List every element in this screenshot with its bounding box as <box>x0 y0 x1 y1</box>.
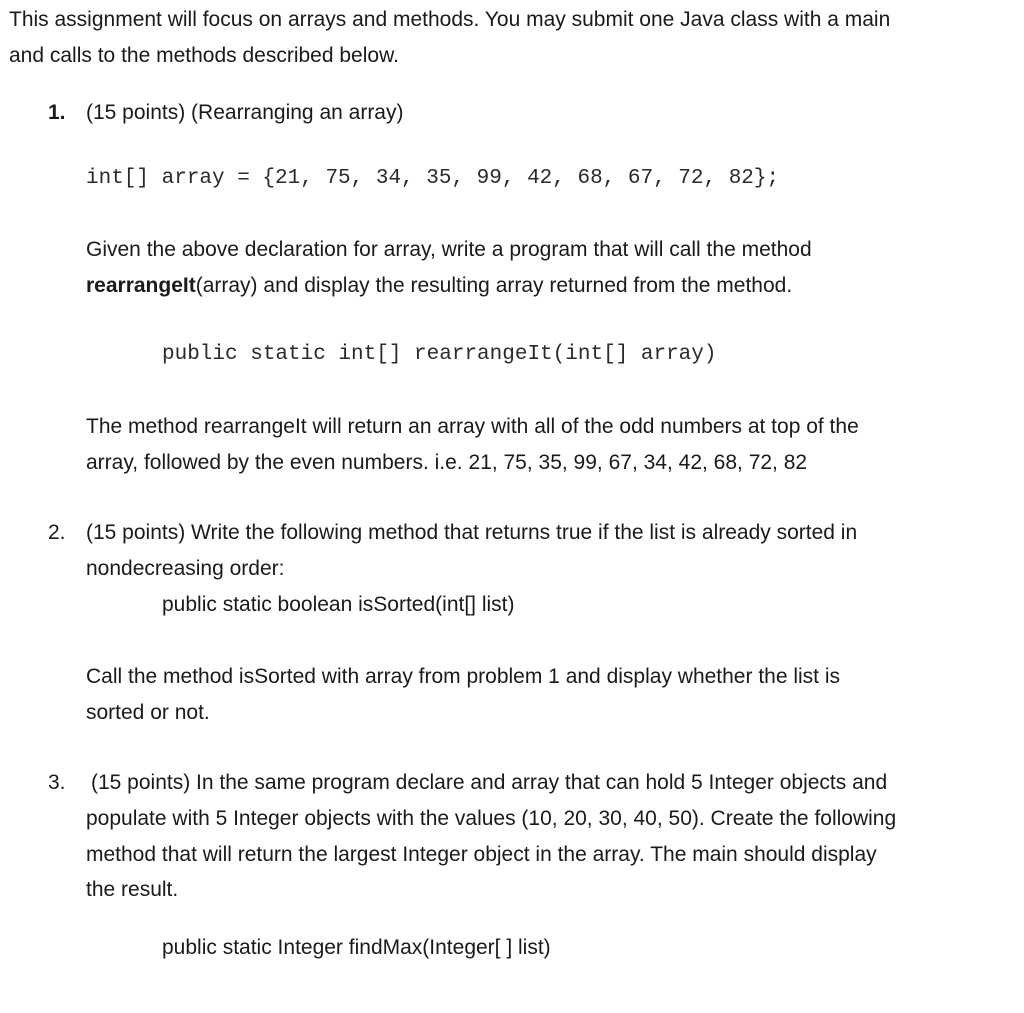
problem-2-number: 2. <box>48 521 66 544</box>
problem-3-line-2: populate with 5 Integer objects with the values (10, 20, 30, 40, 50). Create the following <box>86 807 897 830</box>
problem-1-text-line-1: Given the above declaration for array, write a program that will call the method <box>86 238 812 261</box>
problem-1-text-line-2-rest: (array) and display the resulting array returned from the method. <box>195 274 793 297</box>
problem-3-line-1: (15 points) In the same program declare and array that can hold 5 Integer objects and <box>91 771 888 794</box>
problem-2-call-line-2: sorted or not. <box>86 701 210 724</box>
problem-1-heading: (15 points) (Rearranging an array) <box>86 101 404 124</box>
intro-line-1: This assignment will focus on arrays and methods. You may submit one Java class with a main <box>9 8 891 31</box>
problem-3-line-4: the result. <box>86 878 179 901</box>
findmax-signature: public static Integer findMax(Integer[ ] list) <box>162 936 551 959</box>
rearrangeit-signature-code: public static int[] rearrangeIt(int[] array) <box>162 343 717 366</box>
problem-1-text-line-2 <box>86 275 792 296</box>
issorted-signature: public static boolean isSorted(int[] list) <box>162 593 515 616</box>
method-name-rearrangeit: rearrangeIt <box>86 274 196 297</box>
problem-2-line-1: (15 points) Write the following method that returns true if the list is already sorted in <box>86 521 858 544</box>
problem-1-desc-line-2: array, followed by the even numbers. i.e. 21, 75, 35, 99, 67, 34, 42, 68, 72, 82 <box>86 451 808 474</box>
problem-3-number: 3. <box>48 771 66 794</box>
problem-2-call-line-1: Call the method isSorted with array from problem 1 and display whether the list is <box>86 665 841 688</box>
array-declaration-code: int[] array = {21, 75, 34, 35, 99, 42, 68, 67, 72, 82}; <box>86 167 780 190</box>
problem-3-line-3: method that will return the largest Integer object in the array. The main should display <box>86 843 877 866</box>
problem-1-desc-line-1: The method rearrangeIt will return an array with all of the odd numbers at top of the <box>86 415 859 438</box>
intro-line-2: and calls to the methods described below. <box>9 44 399 67</box>
problem-2-line-2: nondecreasing order: <box>86 557 285 580</box>
problem-1-number: 1. <box>48 101 66 124</box>
